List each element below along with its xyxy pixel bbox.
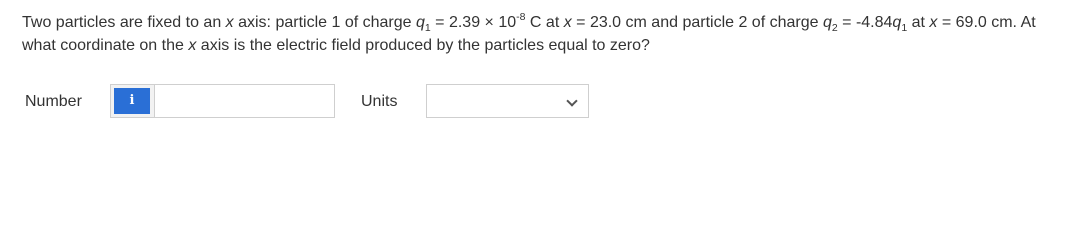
chevron-down-icon	[566, 95, 577, 106]
question-text: Two particles are fixed to an x axis: particle 1 of charge $q_1 = 2.39 \times 10^{-8}$ C at x = 23.0 cm and particle 2 of charge $q_2 = -4.84q_1$ at x = 69.0 cm. At what coordinate on the x axis is the electric field produced by the particles equal to zero?	[22, 11, 1036, 54]
info-icon: i	[114, 88, 150, 114]
units-label: Units	[361, 93, 398, 110]
info-button[interactable]	[110, 84, 154, 118]
units-select[interactable]	[426, 84, 589, 118]
number-label: Number	[25, 93, 82, 110]
number-input[interactable]	[154, 84, 335, 118]
